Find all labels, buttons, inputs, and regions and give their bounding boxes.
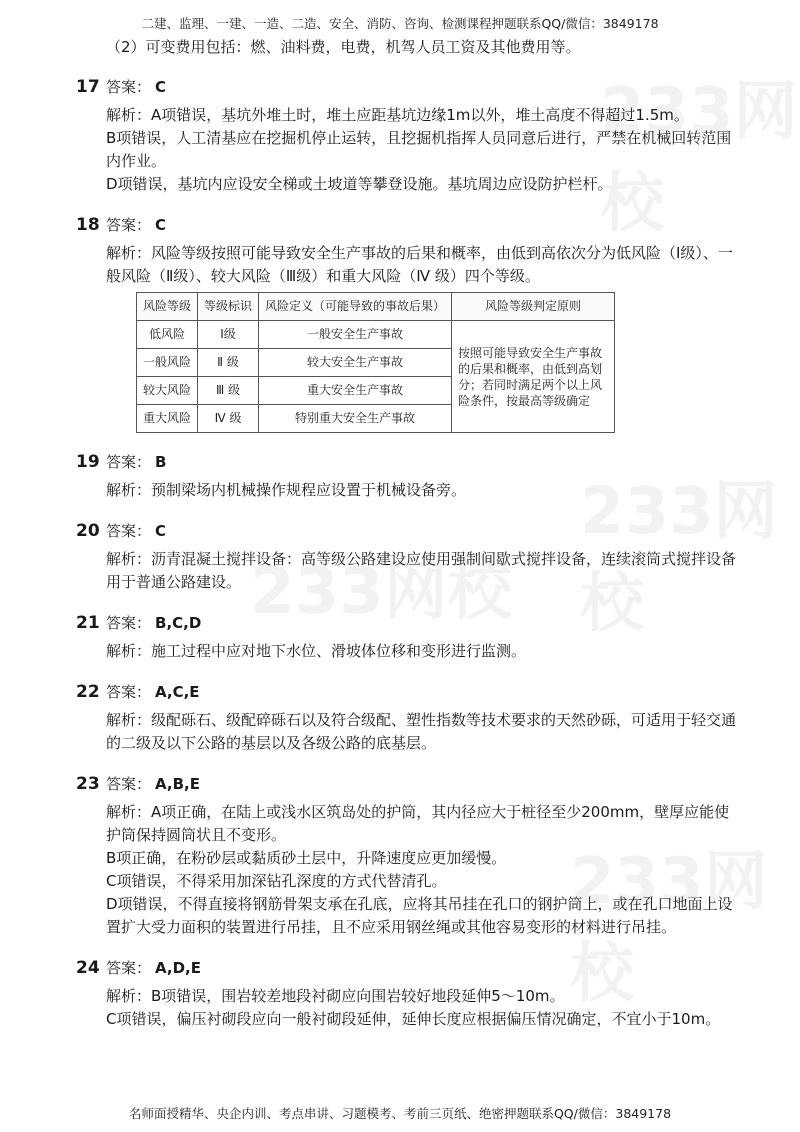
answer-label: 答案： — [106, 959, 152, 977]
question-number: 19 — [76, 452, 100, 472]
watermark-4: 233网校 — [570, 845, 768, 1011]
table-cell: 低风险 — [137, 321, 198, 349]
answer-label: 答案： — [106, 216, 152, 234]
table-cell: 特别重大安全生产事故 — [259, 405, 452, 433]
explanation-line: 解析：级配砾石、级配碎砾石以及符合级配、塑性指数等技术要求的天然砂砾，可适用于轻交通的二级及以下公路的基层以及各级公路的底基层。 — [106, 711, 737, 752]
answer-value: A,C,E — [155, 683, 200, 701]
question-23 — [76, 773, 736, 939]
question-number: 18 — [76, 215, 100, 235]
table-cell: 重大风险 — [137, 405, 198, 433]
explanation-line: 解析：风险等级按照可能导致安全生产事故的后果和概率，由低到高依次分为低风险（Ⅰ级）、一般风险（Ⅱ级）、较大风险（Ⅲ级）和重大风险（Ⅳ 级）四个等级。 — [106, 244, 733, 285]
explanation-line: 解析：A项正确，在陆上或浅水区筑岛处的护筒，其内径应大于桩径至少200mm，壁厚应能使护筒保持圆筒状且不变形。 — [106, 803, 730, 844]
explanation-line: B项错误，人工清基应在挖掘机停止运转，且挖掘机指挥人员同意后进行，严禁在机械回转范围内作业。 — [106, 129, 732, 170]
page-header: 二建、监理、一建、一造、二造、安全、消防、咨询、检测课程押题联系QQ/微信：3849178 — [141, 16, 659, 31]
explanation-line: C项错误，不得采用加深钻孔深度的方式代替清孔。 — [106, 872, 447, 890]
question-head — [76, 773, 736, 795]
explanation-line: 解析：沥青混凝土搅拌设备：高等级公路建设应使用强制间歇式搅拌设备，连续滚筒式搅拌设备用于普通公路建设。 — [106, 550, 737, 591]
question-number: 24 — [76, 958, 100, 978]
answer-value: A,B,E — [155, 775, 200, 793]
answer-label: 答案： — [106, 522, 152, 540]
answer-value: C — [155, 522, 167, 540]
answer-value: B,C,D — [155, 614, 202, 632]
table-cell: Ⅰ级 — [198, 321, 259, 349]
table-cell: Ⅳ 级 — [198, 405, 259, 433]
question-19 — [76, 451, 736, 502]
question-head — [76, 520, 736, 542]
question-18 — [76, 214, 736, 433]
intro-text: （2）可变费用包括：燃、油料费，电费，机驾人员工资及其他费用等。 — [106, 38, 581, 56]
question-number: 22 — [76, 682, 100, 702]
answer-label: 答案： — [106, 683, 152, 701]
question-24 — [76, 957, 736, 1031]
explanation — [106, 985, 736, 1031]
explanation-line: D项错误，基坑内应设安全梯或土坡道等攀登设施。基坑周边应设防护栏杆。 — [106, 175, 613, 193]
question-17 — [76, 76, 736, 196]
explanation — [106, 104, 736, 196]
answer-value: A,D,E — [155, 959, 201, 977]
explanation-line: 解析：A项错误，基坑外堆土时，堆土应距基坑边缘1m以外，堆土高度不得超过1.5m。 — [106, 106, 689, 124]
risk-level-table — [136, 292, 615, 433]
answer-label: 答案： — [106, 453, 152, 471]
explanation-line: 解析：预制梁场内机械操作规程应设置于机械设备旁。 — [106, 481, 467, 499]
question-21 — [76, 612, 736, 663]
explanation-line: B项正确，在粉砂层或黏质砂土层中，升降速度应更加缓慢。 — [106, 849, 507, 867]
question-head — [76, 451, 736, 473]
explanation-line: D项错误，不得直接将钢筋骨架支承在孔底，应将其吊挂在孔口的钢护筒上，或在孔口地面上设置扩大受力面积的装置进行吊挂，且不应采用钢丝绳或其他容易变形的材料进行吊挂。 — [106, 895, 733, 936]
explanation — [106, 801, 736, 939]
table-header-cell: 风险等级判定原则 — [452, 293, 615, 321]
explanation-line: 解析：施工过程中应对地下水位、滑坡体位移和变形进行监测。 — [106, 642, 527, 660]
table-cell: 重大安全生产事故 — [259, 377, 452, 405]
table-cell: 一般安全生产事故 — [259, 321, 452, 349]
table-row — [137, 321, 615, 349]
question-head — [76, 76, 736, 98]
explanation-line: 解析：B项错误，围岩较差地段衬砌应向围岩较好地段延伸5～10m。 — [106, 987, 565, 1005]
question-number: 21 — [76, 613, 100, 633]
explanation — [106, 640, 736, 663]
watermark-2: 233网校 — [580, 475, 778, 641]
explanation — [106, 242, 736, 433]
explanation — [106, 548, 736, 594]
answer-label: 答案： — [106, 775, 152, 793]
question-number: 20 — [76, 521, 100, 541]
question-list — [76, 76, 736, 1031]
question-number: 23 — [76, 774, 100, 794]
answer-content — [76, 36, 736, 1031]
table-cell: 较大风险 — [137, 377, 198, 405]
explanation — [106, 709, 736, 755]
explanation — [106, 479, 736, 502]
table-header-cell: 风险定义（可能导致的事故后果） — [259, 293, 452, 321]
answer-value: B — [155, 453, 167, 471]
table-header-row — [137, 293, 615, 321]
watermark-1: 233网校 — [600, 75, 798, 241]
answer-label: 答案： — [106, 614, 152, 632]
question-number: 17 — [76, 77, 100, 97]
table-cell: Ⅲ 级 — [198, 377, 259, 405]
answer-value: C — [155, 78, 167, 96]
table-cell: Ⅱ 级 — [198, 349, 259, 377]
answer-label: 答案： — [106, 78, 152, 96]
question-20 — [76, 520, 736, 594]
question-head — [76, 214, 736, 236]
question-head — [76, 612, 736, 634]
table-cell: 一般风险 — [137, 349, 198, 377]
question-head — [76, 957, 736, 979]
answer-value: C — [155, 216, 167, 234]
table-header-cell: 风险等级 — [137, 293, 198, 321]
question-22 — [76, 681, 736, 755]
table-header-cell: 等级标识 — [198, 293, 259, 321]
watermark-3: 233网校 — [250, 555, 512, 629]
table-rule-cell: 按照可能导致安全生产事故的后果和概率，由低到高划分；若同时满足两个以上风险条件，按最高等级确定 — [452, 321, 615, 433]
page-footer: 名师面授精华、央企内训、考点串讲、习题模考、考前三页纸、绝密押题联系QQ/微信：3849178 — [128, 1106, 672, 1121]
table-cell: 较大安全生产事故 — [259, 349, 452, 377]
question-head — [76, 681, 736, 703]
explanation-line: C项错误，偏压衬砌段应向一般衬砌段延伸，延伸长度应根据偏压情况确定，不宜小于10m。 — [106, 1010, 721, 1028]
